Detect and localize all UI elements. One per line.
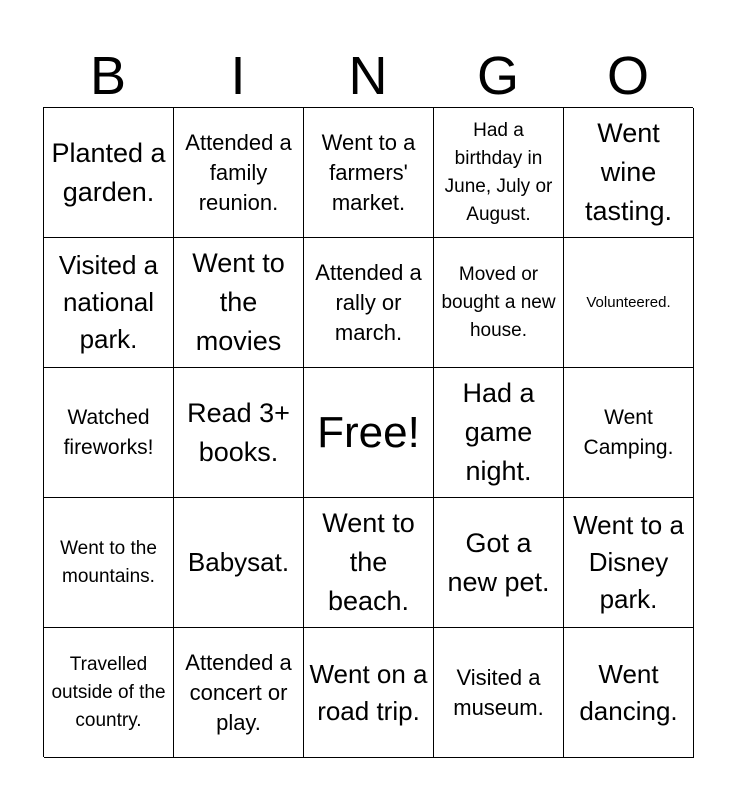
cell-text: Volunteered.	[586, 293, 671, 311]
free-space-cell[interactable]	[304, 368, 434, 498]
header-letter-i: I	[230, 46, 246, 106]
cell-text: Had a birthday in June, July or August.	[444, 119, 553, 225]
cell-text: Had a game night.	[462, 378, 535, 486]
bingo-cell[interactable]	[304, 628, 434, 758]
bingo-grid	[43, 107, 693, 757]
cell-text: Babysat.	[187, 547, 290, 577]
cell-text: Got a new pet.	[447, 527, 550, 597]
header-letter-g: G	[476, 46, 519, 106]
cell-text: Went Camping.	[583, 405, 674, 459]
bingo-cell[interactable]	[44, 108, 174, 238]
bingo-cell[interactable]	[44, 238, 174, 368]
bingo-cell[interactable]	[564, 628, 694, 758]
bingo-cell[interactable]	[434, 108, 564, 238]
cell-text: Went to the movies	[192, 248, 285, 356]
bingo-cell[interactable]	[44, 368, 174, 498]
cell-text: Went dancing.	[579, 658, 678, 726]
bingo-cell[interactable]	[304, 498, 434, 628]
bingo-cell[interactable]	[174, 628, 304, 758]
bingo-cell[interactable]	[174, 108, 304, 238]
bingo-cell[interactable]	[564, 238, 694, 368]
cell-text: Visited a museum.	[453, 664, 544, 720]
bingo-cell[interactable]	[174, 368, 304, 498]
bingo-cell[interactable]	[564, 108, 694, 238]
cell-text: Went wine tasting.	[584, 118, 673, 226]
header-letter-o: O	[606, 46, 649, 106]
header-letter-b: B	[89, 46, 127, 106]
cell-text: Attended a concert or play.	[185, 649, 292, 735]
cell-text: Attended a rally or march.	[315, 259, 422, 345]
bingo-cell[interactable]	[304, 238, 434, 368]
bingo-cell[interactable]	[434, 628, 564, 758]
cell-text: Moved or bought a new house.	[441, 263, 556, 341]
bingo-header	[43, 42, 693, 110]
cell-text: Attended a family reunion.	[185, 129, 292, 215]
cell-text: Went to a farmers' market.	[321, 129, 416, 215]
bingo-cell[interactable]	[434, 368, 564, 498]
header-letter-n: N	[348, 46, 388, 106]
bingo-cell[interactable]	[434, 498, 564, 628]
bingo-cell[interactable]	[44, 498, 174, 628]
bingo-cell[interactable]	[174, 498, 304, 628]
cell-text: Went to the beach.	[322, 508, 415, 616]
cell-text: Went to a Disney park.	[573, 510, 684, 614]
cell-text: Travelled outside of the country.	[51, 653, 166, 731]
cell-text: Read 3+ books.	[187, 397, 290, 467]
cell-text: Free!	[317, 407, 420, 457]
cell-text: Went on a road trip.	[309, 658, 428, 726]
cell-text: Went to the mountains.	[60, 537, 157, 587]
bingo-cell[interactable]	[304, 108, 434, 238]
bingo-cell[interactable]	[434, 238, 564, 368]
bingo-cell[interactable]	[44, 628, 174, 758]
cell-text: Planted a garden.	[51, 137, 166, 207]
bingo-cell[interactable]	[174, 238, 304, 368]
bingo-cell[interactable]	[564, 368, 694, 498]
bingo-cell[interactable]	[564, 498, 694, 628]
cell-text: Watched fireworks!	[63, 405, 154, 459]
cell-text: Visited a national park.	[58, 250, 159, 354]
